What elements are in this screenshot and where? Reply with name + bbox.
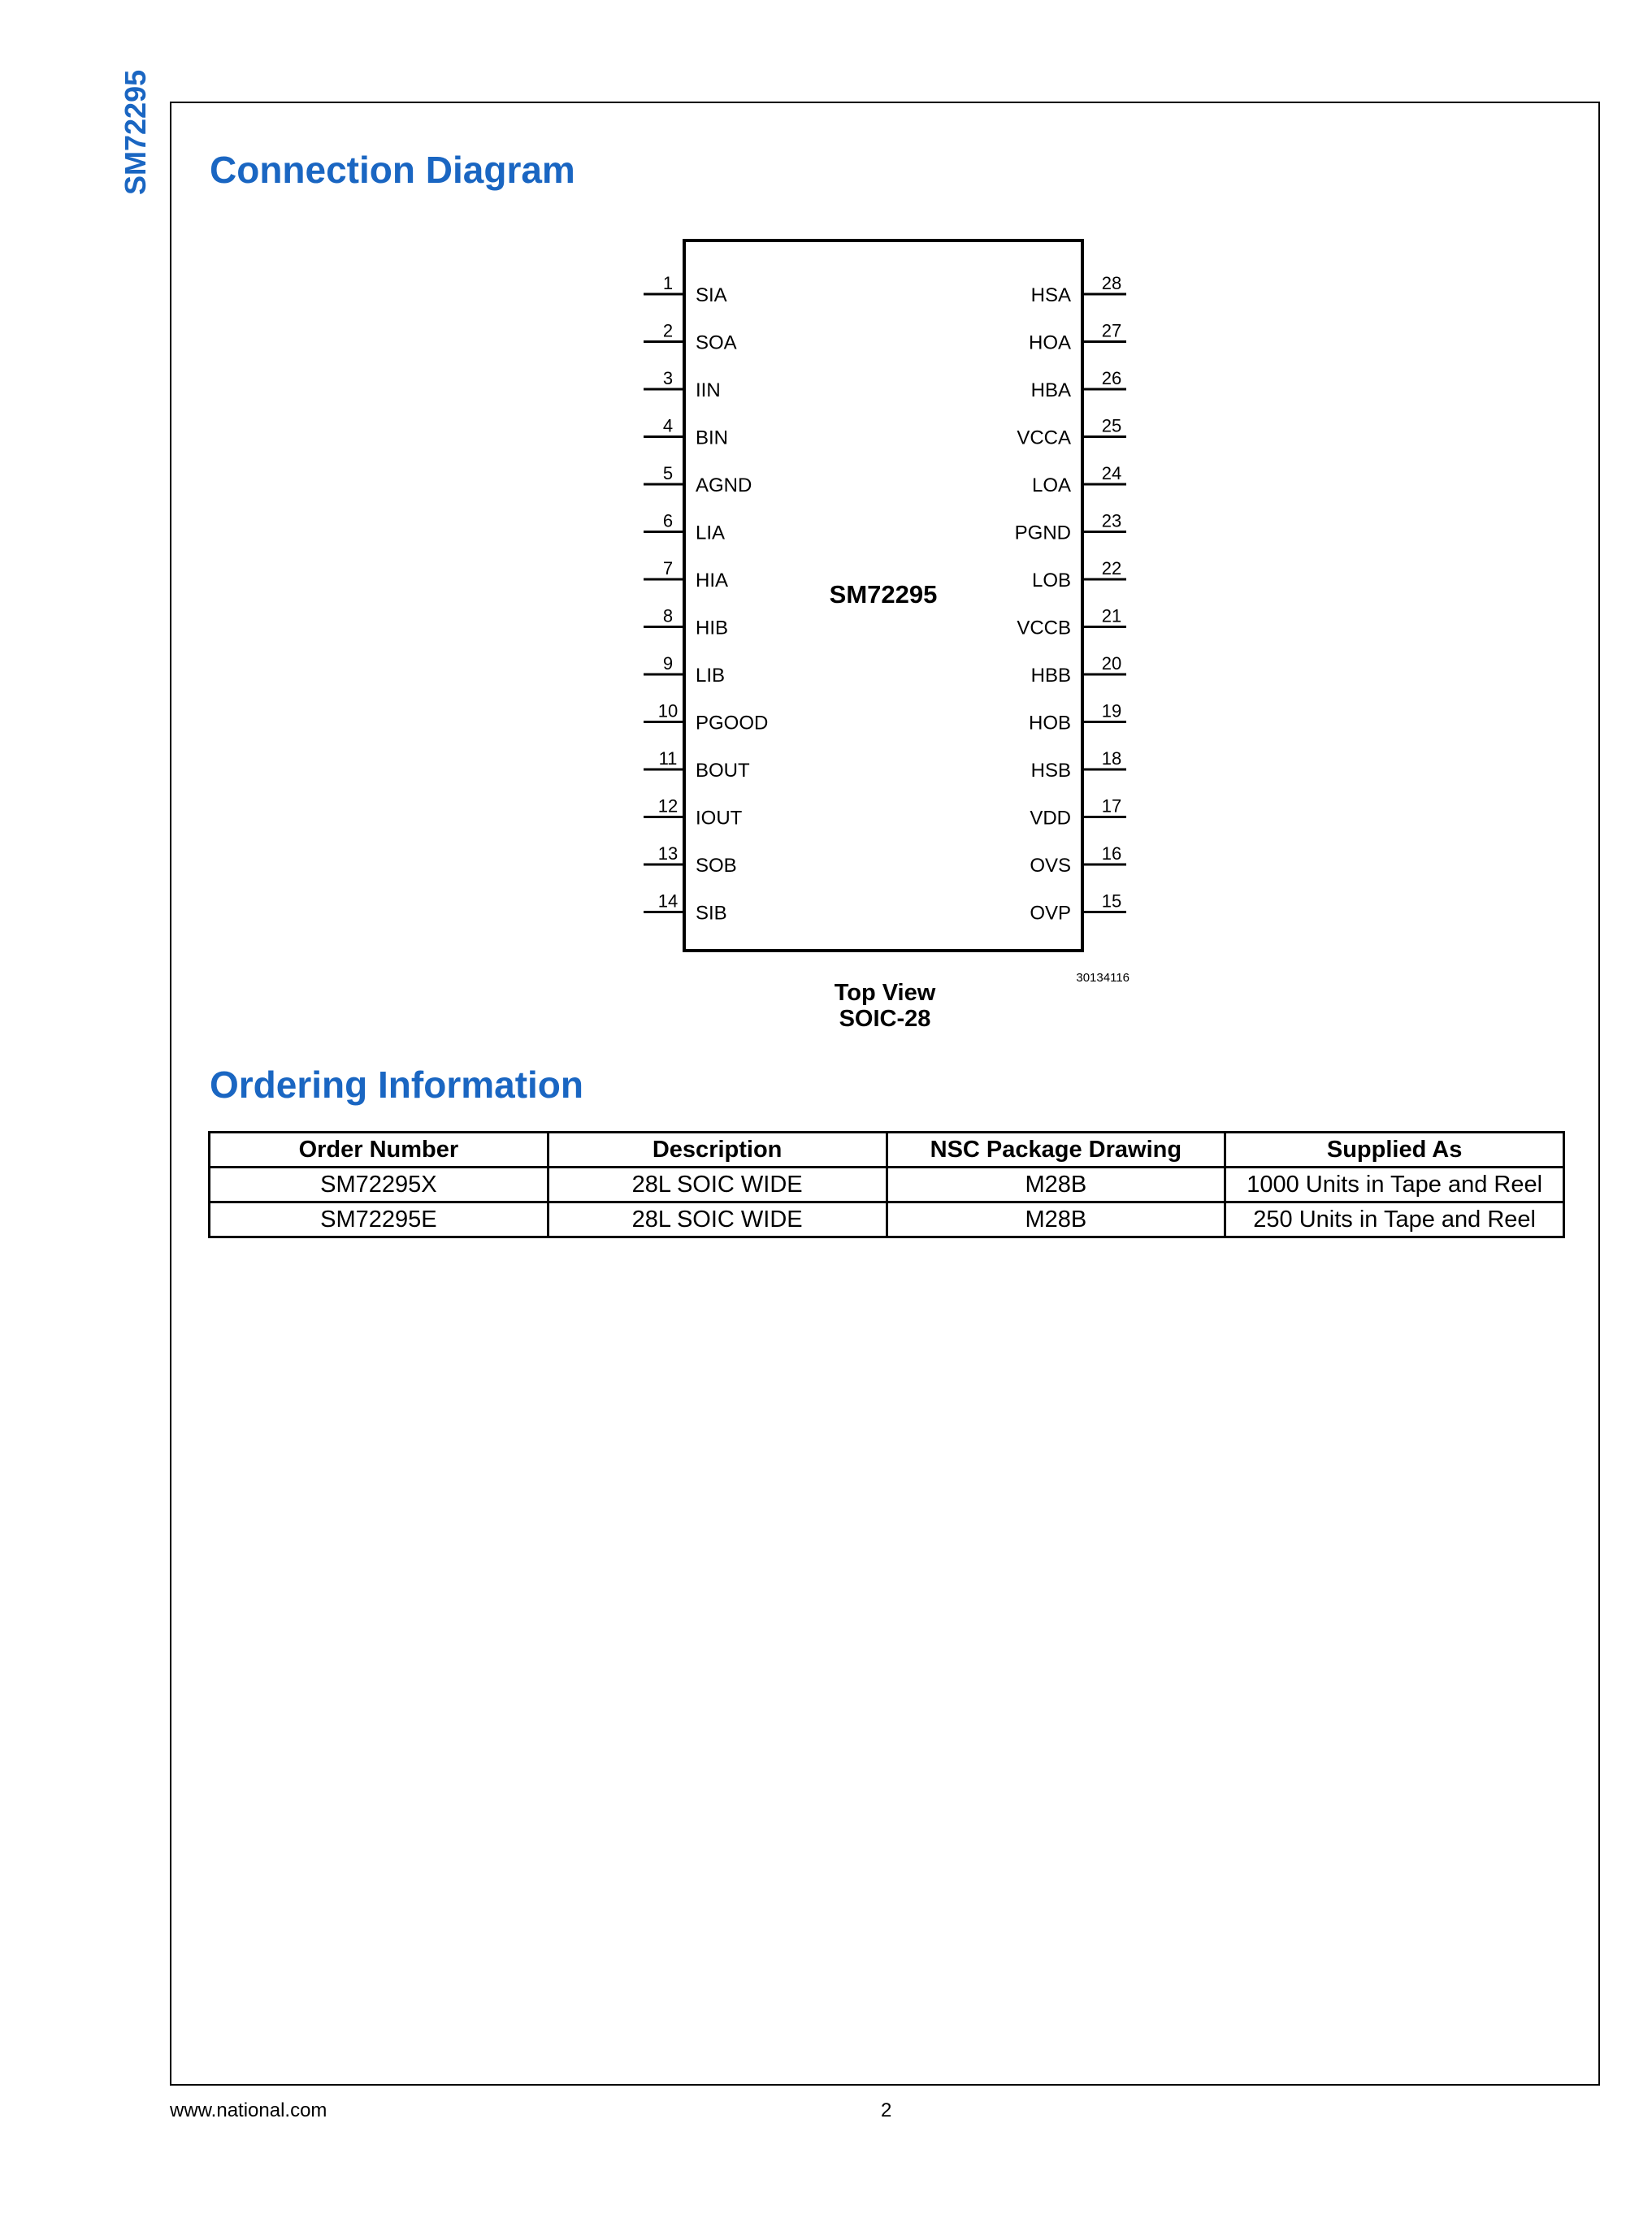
pin-number: 9 (662, 653, 674, 674)
pin-number: 10 (657, 700, 679, 721)
pin-number: 5 (662, 463, 674, 483)
pin-number: 27 (1101, 320, 1122, 341)
pin-number: 3 (662, 368, 674, 388)
pin-name: LIB (696, 665, 726, 687)
pin-number: 23 (1101, 510, 1122, 531)
pin-name: LOB (1031, 570, 1071, 591)
pin-name: PGOOD (696, 712, 769, 734)
pin-number: 8 (662, 605, 674, 626)
header-order-number: Order Number (210, 1133, 548, 1168)
pin-name: OVS (1030, 855, 1071, 877)
pin-name: VCCA (1017, 427, 1071, 449)
order-number-cell: SM72295E (210, 1202, 548, 1237)
pin-name: VDD (1030, 807, 1071, 830)
pin-number: 24 (1101, 463, 1122, 483)
pin-number: 6 (662, 510, 674, 531)
pin-number: 1 (662, 273, 674, 293)
pin-number: 19 (1101, 700, 1122, 721)
pin-name: HBB (1030, 665, 1071, 687)
header-supplied-as: Supplied As (1225, 1133, 1564, 1168)
header-package-drawing: NSC Package Drawing (887, 1133, 1225, 1168)
ic-name: SM72295 (829, 580, 938, 609)
table-row (210, 1202, 1564, 1237)
pin-name: HBA (1030, 379, 1071, 401)
pin-number: 15 (1101, 890, 1122, 912)
supplied-as-cell: 250 Units in Tape and Reel (1225, 1202, 1564, 1237)
pin-name: VCCB (1017, 617, 1071, 639)
ordering-information-heading: Ordering Information (210, 1064, 583, 1106)
description-cell: 28L SOIC WIDE (548, 1168, 887, 1202)
header-description: Description (548, 1133, 887, 1168)
pin-number: 22 (1101, 558, 1122, 578)
table-row (210, 1168, 1564, 1202)
footer-page-number: 2 (881, 2099, 892, 2121)
pin-name: HSB (1030, 760, 1071, 782)
pin-name: LIA (696, 522, 726, 544)
pin-number: 18 (1101, 748, 1122, 769)
pin-number: 16 (1101, 843, 1122, 864)
pin-number: 26 (1101, 368, 1122, 388)
package-drawing-cell: M28B (887, 1202, 1225, 1237)
table-header-row (210, 1133, 1564, 1168)
pin-number: 20 (1101, 653, 1122, 674)
side-title: SM72295 (119, 69, 152, 195)
connection-diagram (0, 0, 1652, 1056)
pin-name: HIB (696, 617, 729, 639)
pin-name: SIA (696, 284, 727, 306)
pin-number: 14 (657, 890, 679, 912)
pin-name: HIA (696, 570, 729, 591)
connection-diagram-heading: Connection Diagram (210, 149, 575, 191)
pin-number: 12 (657, 795, 679, 817)
pin-name: BIN (696, 427, 729, 449)
pin-name: IIN (696, 379, 721, 401)
pin-name: OVP (1030, 902, 1071, 925)
pin-name: HSA (1030, 284, 1071, 306)
footer-url[interactable]: www.national.com (170, 2099, 327, 2121)
pin-name: IOUT (696, 807, 743, 830)
pin-name: PGND (1014, 522, 1071, 544)
ordering-table (208, 1131, 1565, 1238)
pin-number: 17 (1101, 795, 1122, 817)
package-drawing-cell: M28B (887, 1168, 1225, 1202)
pin-number: 2 (662, 320, 674, 341)
pin-number: 13 (657, 843, 679, 864)
pin-name: SOA (696, 331, 737, 354)
description-cell: 28L SOIC WIDE (548, 1202, 887, 1237)
pin-name: SOB (696, 855, 737, 877)
pin-name: LOA (1031, 474, 1071, 496)
pin-name: HOB (1028, 712, 1071, 734)
supplied-as-cell: 1000 Units in Tape and Reel (1225, 1168, 1564, 1202)
pin-name: BOUT (696, 760, 750, 782)
pin-number: 11 (658, 748, 678, 769)
caption-top-view: Top View (834, 980, 936, 1006)
figure-id: 30134116 (1076, 971, 1130, 985)
pin-number: 21 (1101, 605, 1122, 626)
pin-name: AGND (696, 474, 752, 496)
pin-number: 4 (662, 415, 674, 436)
caption-package: SOIC-28 (839, 1006, 931, 1032)
pin-name: HOA (1028, 331, 1071, 354)
pin-number: 7 (662, 558, 674, 578)
pin-number: 28 (1101, 273, 1122, 293)
pin-name: SIB (696, 902, 727, 925)
pin-number: 25 (1101, 415, 1122, 436)
order-number-cell: SM72295X (210, 1168, 548, 1202)
